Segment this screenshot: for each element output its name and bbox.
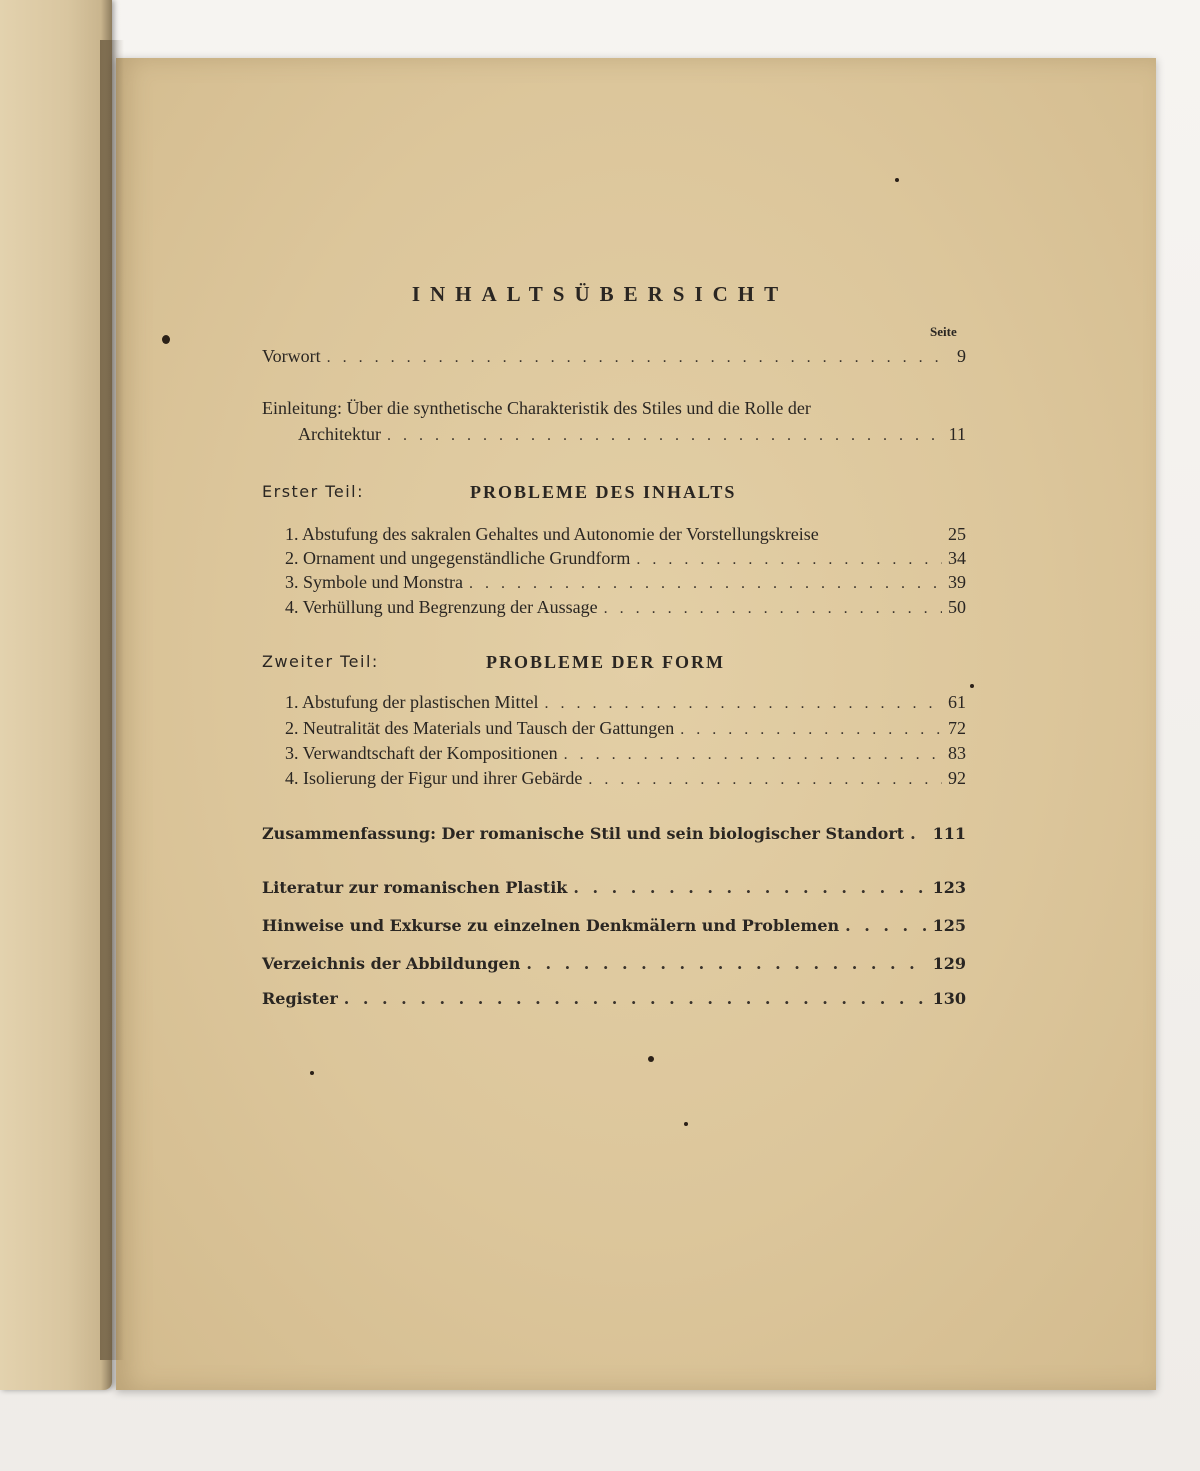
leader-dots xyxy=(387,427,943,445)
toc-entry-label: Architektur xyxy=(298,424,381,444)
toc-entry-label: 4. Isolierung der Figur und ihrer Gebärde xyxy=(285,768,583,788)
leader-dots xyxy=(588,771,942,789)
toc-entry-label: Verzeichnis der Abbildungen xyxy=(262,954,521,973)
toc-entry-label: 3. Symbole und Monstra xyxy=(285,572,463,592)
page-title: INHALTSÜBERSICHT xyxy=(411,282,789,306)
toc-entry-page: 83 xyxy=(948,743,966,763)
toc-entry-page: 25 xyxy=(948,524,966,544)
toc-entry-label: 3. Verwandtschaft der Kompositionen xyxy=(285,743,558,763)
leader-dots xyxy=(544,695,942,713)
spine-shadow xyxy=(100,40,124,1360)
leader-dots xyxy=(573,878,926,897)
toc-entry[interactable] xyxy=(285,692,966,718)
toc-entry-einleitung[interactable] xyxy=(298,424,966,450)
ink-speck xyxy=(970,684,974,688)
toc-entry-label: Vorwort xyxy=(262,346,321,366)
leader-dots xyxy=(327,349,951,367)
toc-entry-label: Literatur zur romanischen Plastik xyxy=(262,878,568,897)
toc-entry[interactable] xyxy=(285,572,966,598)
ink-speck xyxy=(162,335,170,344)
leader-dots xyxy=(680,721,942,739)
toc-entry[interactable] xyxy=(285,524,966,550)
leader-dots xyxy=(469,575,942,593)
toc-entry-label: 2. Neutralität des Materials und Tausch der Gattungen xyxy=(285,718,675,738)
toc-entry-page: 92 xyxy=(948,768,966,788)
ink-speck xyxy=(895,178,899,182)
toc-entry-page: 123 xyxy=(932,878,966,897)
leader-dots xyxy=(604,600,942,618)
toc-entry-label: 1. Abstufung des sakralen Gehaltes und Autonomie der Vorstellungskreise xyxy=(285,524,819,544)
toc-entry-page: 50 xyxy=(948,597,966,617)
previous-page-edge xyxy=(0,0,112,1390)
toc-entry-label: 2. Ornament und ungegenständliche Grundform xyxy=(285,548,631,568)
part-label-1: Erster Teil: xyxy=(262,482,364,501)
toc-entry-page: 125 xyxy=(932,916,966,935)
toc-entry-page: 9 xyxy=(957,346,966,366)
toc-entry[interactable] xyxy=(285,718,966,744)
toc-entry-label: Hinweise und Exkurse zu einzelnen Denkmälern und Problemen xyxy=(262,916,840,935)
toc-entry-appendix[interactable] xyxy=(262,989,966,1015)
toc-entry-page: 111 xyxy=(932,824,966,843)
toc-entry-page: 61 xyxy=(948,692,966,712)
toc-entry-page: 130 xyxy=(932,989,966,1008)
leader-dots xyxy=(636,551,942,569)
leader-dots xyxy=(564,746,942,764)
toc-entry[interactable] xyxy=(285,548,966,574)
part-title-1: PROBLEME DES INHALTS xyxy=(470,482,737,502)
leader-dots xyxy=(845,916,926,935)
toc-entry-page: 11 xyxy=(948,424,966,444)
toc-entry-page: 72 xyxy=(948,718,966,738)
toc-entry-zusammenfassung[interactable] xyxy=(262,824,966,850)
toc-entry-label: Zusammenfassung: Der romanische Stil und sein biologischer Standort xyxy=(262,824,905,843)
toc-entry-appendix[interactable] xyxy=(262,954,966,980)
toc-entry-page: 39 xyxy=(948,572,966,592)
toc-entry-vorwort[interactable] xyxy=(262,346,966,372)
toc-entry-label: 1. Abstufung der plastischen Mittel xyxy=(285,692,539,712)
toc-entry-einleitung-line1[interactable]: Einleitung: Über die synthetische Charakteristik des Stiles und die Rolle der xyxy=(262,398,811,418)
toc-entry-page: 34 xyxy=(948,548,966,568)
toc-entry-label: 4. Verhüllung und Begrenzung der Aussage xyxy=(285,597,598,617)
toc-entry-appendix[interactable] xyxy=(262,916,966,942)
ink-speck xyxy=(684,1122,688,1126)
ink-speck xyxy=(648,1056,654,1062)
leader-dots xyxy=(344,989,927,1008)
ink-speck xyxy=(310,1071,314,1075)
part-title-2: PROBLEME DER FORM xyxy=(486,652,725,672)
toc-entry-label: Register xyxy=(262,989,338,1008)
leader-dots xyxy=(526,954,926,973)
toc-entry-page: 129 xyxy=(932,954,966,973)
toc-entry-appendix[interactable] xyxy=(262,878,966,904)
part-label-2: Zweiter Teil: xyxy=(262,652,379,671)
toc-entry[interactable] xyxy=(285,597,966,623)
leader-dots xyxy=(910,824,926,843)
toc-entry[interactable] xyxy=(285,743,966,769)
toc-entry[interactable] xyxy=(285,768,966,794)
page-column-header: Seite xyxy=(930,324,957,339)
